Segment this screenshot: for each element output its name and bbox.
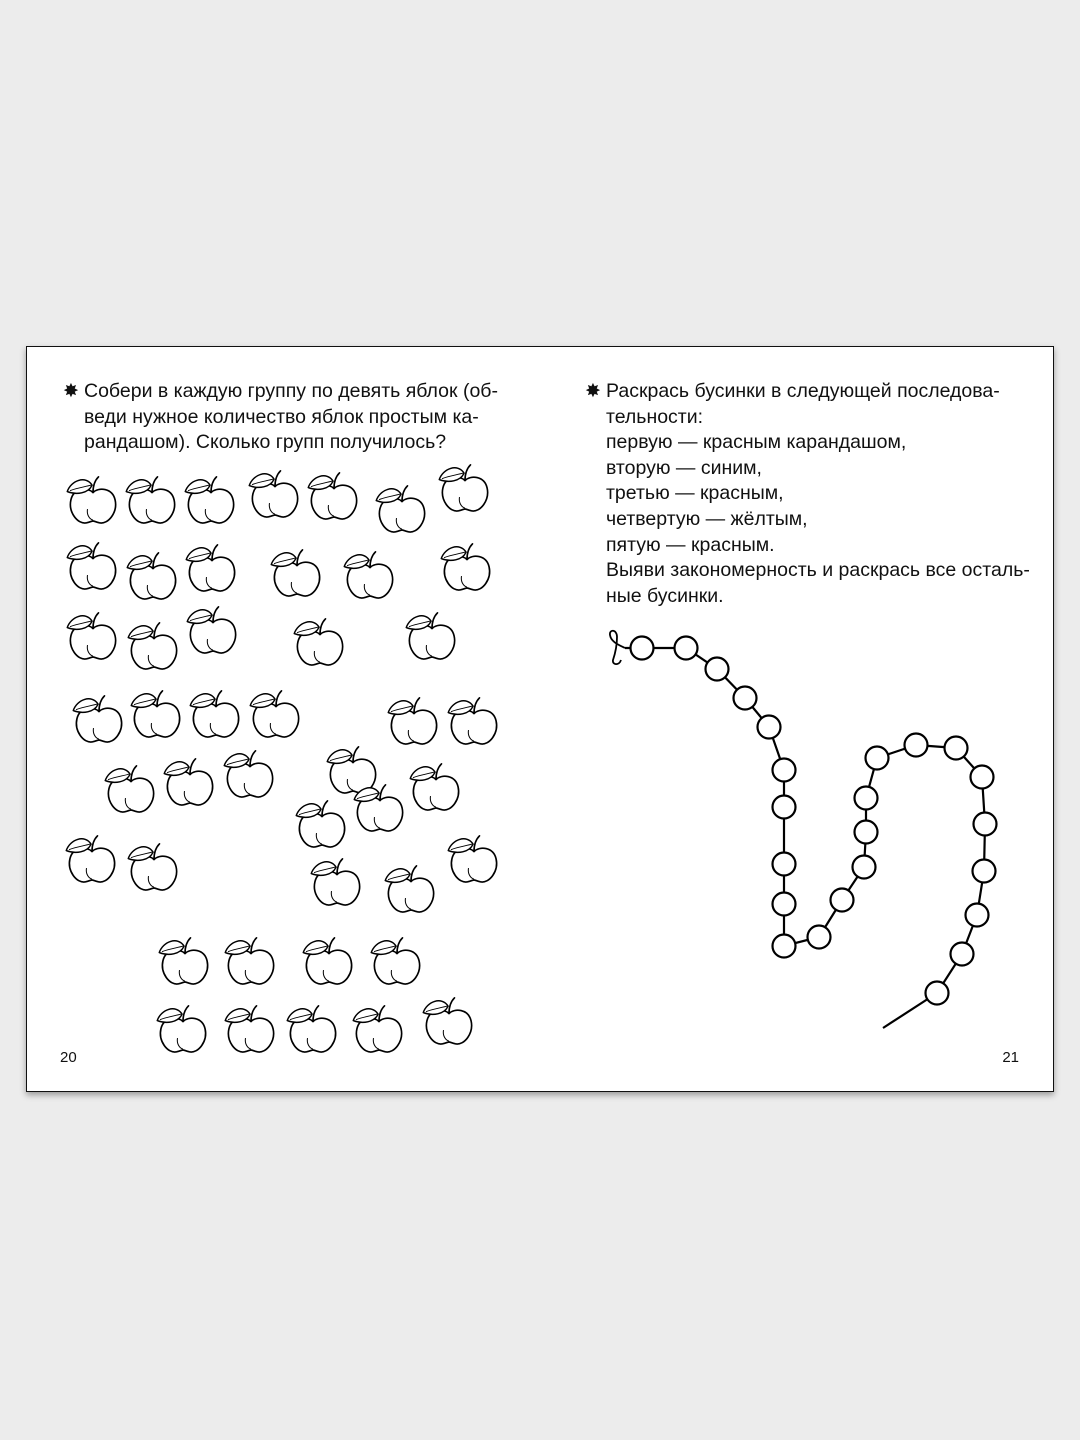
worksheet-art	[27, 347, 1054, 1092]
apple-outline-icon[interactable]	[128, 623, 176, 669]
bead-circle-icon[interactable]	[971, 766, 994, 789]
star-burst-icon: ✸	[63, 381, 79, 402]
apple-outline-icon[interactable]	[186, 545, 234, 591]
bead-circle-icon[interactable]	[831, 889, 854, 912]
apple-outline-icon[interactable]	[353, 1006, 401, 1052]
apple-outline-icon[interactable]	[406, 613, 454, 659]
apple-outline-icon[interactable]	[73, 696, 121, 742]
page-number-right: 21	[1002, 1049, 1019, 1066]
apple-outline-icon[interactable]	[294, 619, 342, 665]
bead-circle-icon[interactable]	[631, 637, 654, 660]
apple-outline-icon[interactable]	[296, 801, 344, 847]
bead-circle-icon[interactable]	[734, 687, 757, 710]
apple-outline-icon[interactable]	[271, 550, 319, 596]
bead-circle-icon[interactable]	[853, 856, 876, 879]
bead-circle-icon[interactable]	[773, 759, 796, 782]
bead-circle-icon[interactable]	[951, 943, 974, 966]
star-burst-icon: ✸	[585, 381, 601, 402]
apple-outline-icon[interactable]	[308, 473, 356, 519]
apple-outline-icon[interactable]	[410, 764, 458, 810]
apple-outline-icon[interactable]	[157, 1006, 205, 1052]
bead-circle-icon[interactable]	[773, 796, 796, 819]
left-task-line: рандашом). Сколько групп получилось?	[84, 431, 447, 454]
apple-outline-icon[interactable]	[187, 607, 235, 653]
apple-outline-icon[interactable]	[249, 471, 297, 517]
apple-outline-icon[interactable]	[303, 938, 351, 984]
right-task-line: Раскрась бусинки в следующей последова-	[606, 380, 1000, 402]
apple-outline-icon[interactable]	[67, 613, 115, 659]
right-task-line: Выяви закономерность и раскрась все осталь-	[606, 559, 1030, 582]
apple-outline-icon[interactable]	[67, 543, 115, 589]
apple-outline-icon[interactable]	[190, 691, 238, 737]
page-number-left: 20	[60, 1049, 77, 1066]
book-spread	[26, 346, 1054, 1092]
apple-outline-icon[interactable]	[327, 747, 375, 793]
right-task-line: первую — красным карандашом,	[606, 431, 907, 454]
bead-circle-icon[interactable]	[945, 737, 968, 760]
apple-outline-icon[interactable]	[225, 938, 273, 984]
bead-string	[610, 631, 985, 1028]
bead-circle-icon[interactable]	[675, 637, 698, 660]
apple-outline-icon[interactable]	[128, 844, 176, 890]
apple-outline-icon[interactable]	[287, 1006, 335, 1052]
apple-outline-icon[interactable]	[224, 751, 272, 797]
right-task-line: тельности:	[606, 405, 704, 428]
bead-string-line	[625, 648, 985, 1028]
bead-circle-icon[interactable]	[773, 893, 796, 916]
apple-outline-icon[interactable]	[127, 553, 175, 599]
bead-circle-icon[interactable]	[855, 787, 878, 810]
bead-circle-icon[interactable]	[926, 982, 949, 1005]
apple-outline-icon[interactable]	[388, 698, 436, 744]
apple-outline-icon[interactable]	[164, 759, 212, 805]
apple-outline-icon[interactable]	[423, 998, 471, 1044]
apple-outline-icon[interactable]	[311, 859, 359, 905]
bead-circle-icon[interactable]	[758, 716, 781, 739]
apple-outline-icon[interactable]	[66, 836, 114, 882]
apple-outline-icon[interactable]	[385, 866, 433, 912]
bead-circle-icon[interactable]	[773, 853, 796, 876]
right-task-line: третью — красным,	[606, 482, 784, 505]
apple-outline-icon[interactable]	[354, 785, 402, 831]
bead-circle-icon[interactable]	[974, 813, 997, 836]
apple-outline-icon[interactable]	[159, 938, 207, 984]
apple-outline-icon[interactable]	[225, 1006, 273, 1052]
apple-outline-icon[interactable]	[126, 477, 174, 523]
apple-outline-icon[interactable]	[344, 552, 392, 598]
bead-circle-icon[interactable]	[866, 747, 889, 770]
bead-circle-icon[interactable]	[973, 860, 996, 883]
apple-outline-icon[interactable]	[376, 486, 424, 532]
apple-outline-icon[interactable]	[185, 477, 233, 523]
apple-outline-icon[interactable]	[441, 544, 489, 590]
bead-circle-icon[interactable]	[905, 734, 928, 757]
beads-group	[631, 637, 997, 1005]
apple-outline-icon[interactable]	[371, 938, 419, 984]
apple-outline-icon[interactable]	[250, 691, 298, 737]
apples-group	[66, 465, 496, 1052]
bead-circle-icon[interactable]	[855, 821, 878, 844]
bead-circle-icon[interactable]	[808, 926, 831, 949]
right-task-line: четвертую — жёлтым,	[606, 507, 808, 530]
right-task-line: пятую — красным.	[606, 533, 775, 556]
apple-outline-icon[interactable]	[439, 465, 487, 511]
left-task-line: Собери в каждую группу по девять яблок (об-	[84, 380, 498, 402]
right-task-line: вторую — синим,	[606, 456, 762, 479]
string-knot-icon	[610, 631, 625, 664]
bead-circle-icon[interactable]	[773, 935, 796, 958]
apple-outline-icon[interactable]	[105, 766, 153, 812]
right-task-line: ные бусинки.	[606, 584, 724, 607]
apple-outline-icon[interactable]	[448, 698, 496, 744]
apple-outline-icon[interactable]	[67, 477, 115, 523]
apple-outline-icon[interactable]	[448, 836, 496, 882]
left-task-line: веди нужное количество яблок простым ка-	[84, 405, 479, 428]
bead-circle-icon[interactable]	[706, 658, 729, 681]
apple-outline-icon[interactable]	[131, 691, 179, 737]
bead-circle-icon[interactable]	[966, 904, 989, 927]
